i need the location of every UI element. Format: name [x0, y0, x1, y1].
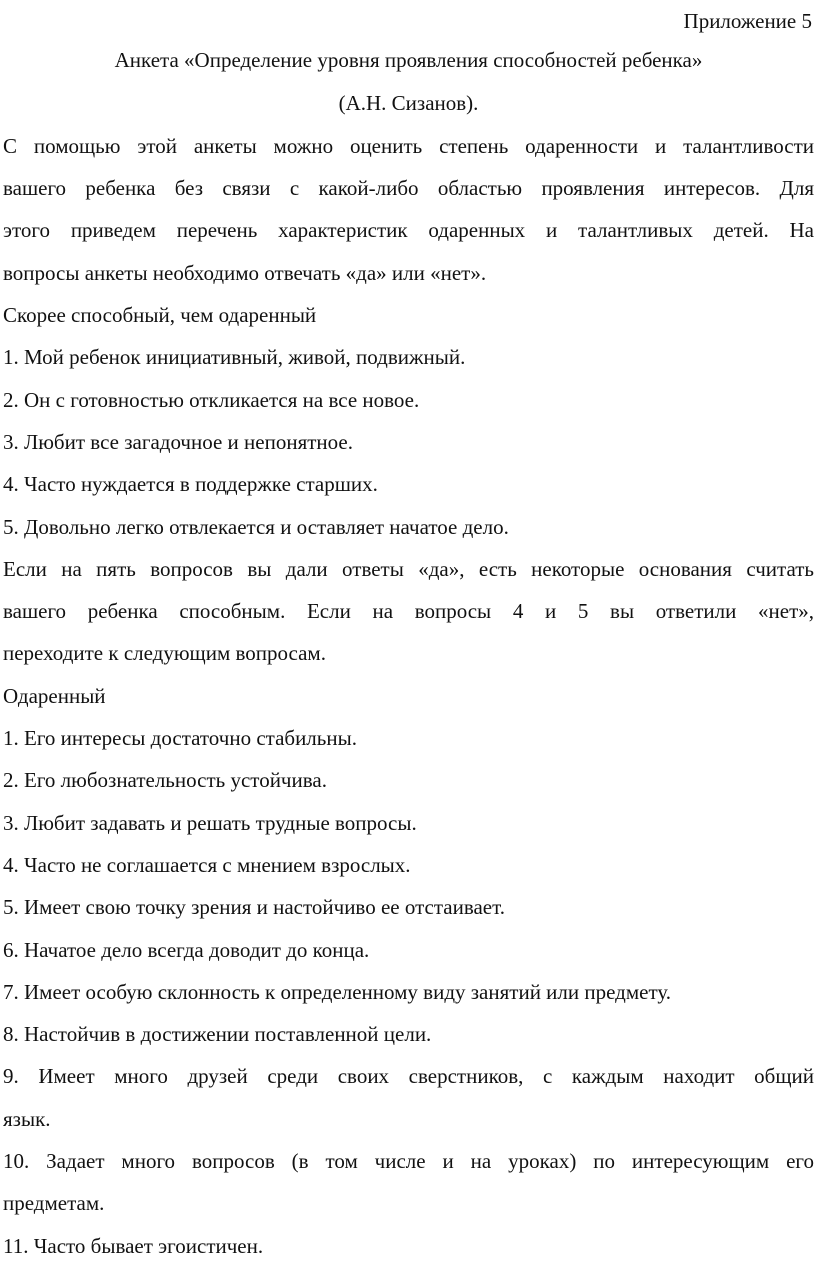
list-item: 3. Любит все загадочное и непонятное. [3, 429, 353, 454]
list-item: 10. Задает много вопросов (в том числе и на уроках) по интересующим его [3, 1149, 814, 1174]
conclusion-line: переходите к следующим вопросам. [3, 641, 326, 666]
list-item: 3. Любит задавать и решать трудные вопросы. [3, 810, 417, 835]
title-line-2: (А.Н. Сизанов). [338, 90, 479, 115]
conclusion-line: вашего ребенка способным. Если на вопросы 4 и 5 вы ответили «нет», [3, 599, 814, 624]
section-heading-capable: Скорее способный, чем одаренный [3, 303, 317, 328]
title-line-1: Анкета «Определение уровня проявления способностей ребенка» [114, 48, 703, 73]
list-item: 4. Часто нуждается в поддержке старших. [3, 472, 378, 497]
document-body [3, 125, 814, 1267]
list-item: 6. Начатое дело всегда доводит до конца. [3, 937, 370, 962]
list-item: 4. Часто не соглашается с мнением взрослых. [3, 852, 411, 877]
conclusion-line: Если на пять вопросов вы дали ответы «да», есть некоторые основания считать [3, 556, 814, 581]
appendix-label: Приложение 5 [683, 9, 812, 33]
list-item: 11. Часто бывает эгоистичен. [3, 1233, 264, 1258]
list-item: 1. Мой ребенок инициативный, живой, подвижный. [3, 345, 466, 370]
list-item-continuation: язык. [3, 1106, 51, 1131]
questionnaire-title [3, 39, 814, 124]
list-item: 9. Имеет много друзей среди своих сверстников, с каждым находит общий [3, 1064, 814, 1089]
list-item: 1. Его интересы достаточно стабильны. [3, 726, 357, 751]
intro-line: вопросы анкеты необходимо отвечать «да» или «нет». [3, 260, 487, 285]
intro-line: С помощью этой анкеты можно оценить степень одаренности и талантливости [3, 133, 814, 158]
capable-conclusion [3, 548, 814, 675]
document-page [3, 0, 814, 1267]
intro-line: этого приведем перечень характеристик одаренных и талантливых детей. На [3, 218, 814, 243]
section-capable [3, 294, 814, 675]
section-gifted [3, 675, 814, 1267]
list-item: 8. Настойчив в достижении поставленной цели. [3, 1022, 432, 1047]
section-heading-gifted: Одаренный [3, 683, 106, 708]
list-item: 2. Он с готовностью откликается на все новое. [3, 387, 420, 412]
list-item: 5. Довольно легко отвлекается и оставляет начатое дело. [3, 514, 509, 539]
intro-paragraph [3, 125, 814, 294]
intro-line: вашего ребенка без связи с какой-либо областью проявления интересов. Для [3, 176, 814, 201]
list-item: 5. Имеет свою точку зрения и настойчиво ее отстаивает. [3, 895, 505, 920]
list-item: 7. Имеет особую склонность к определенному виду занятий или предмету. [3, 979, 672, 1004]
list-item-continuation: предметам. [3, 1191, 105, 1216]
list-item: 2. Его любознательность устойчива. [3, 768, 327, 793]
